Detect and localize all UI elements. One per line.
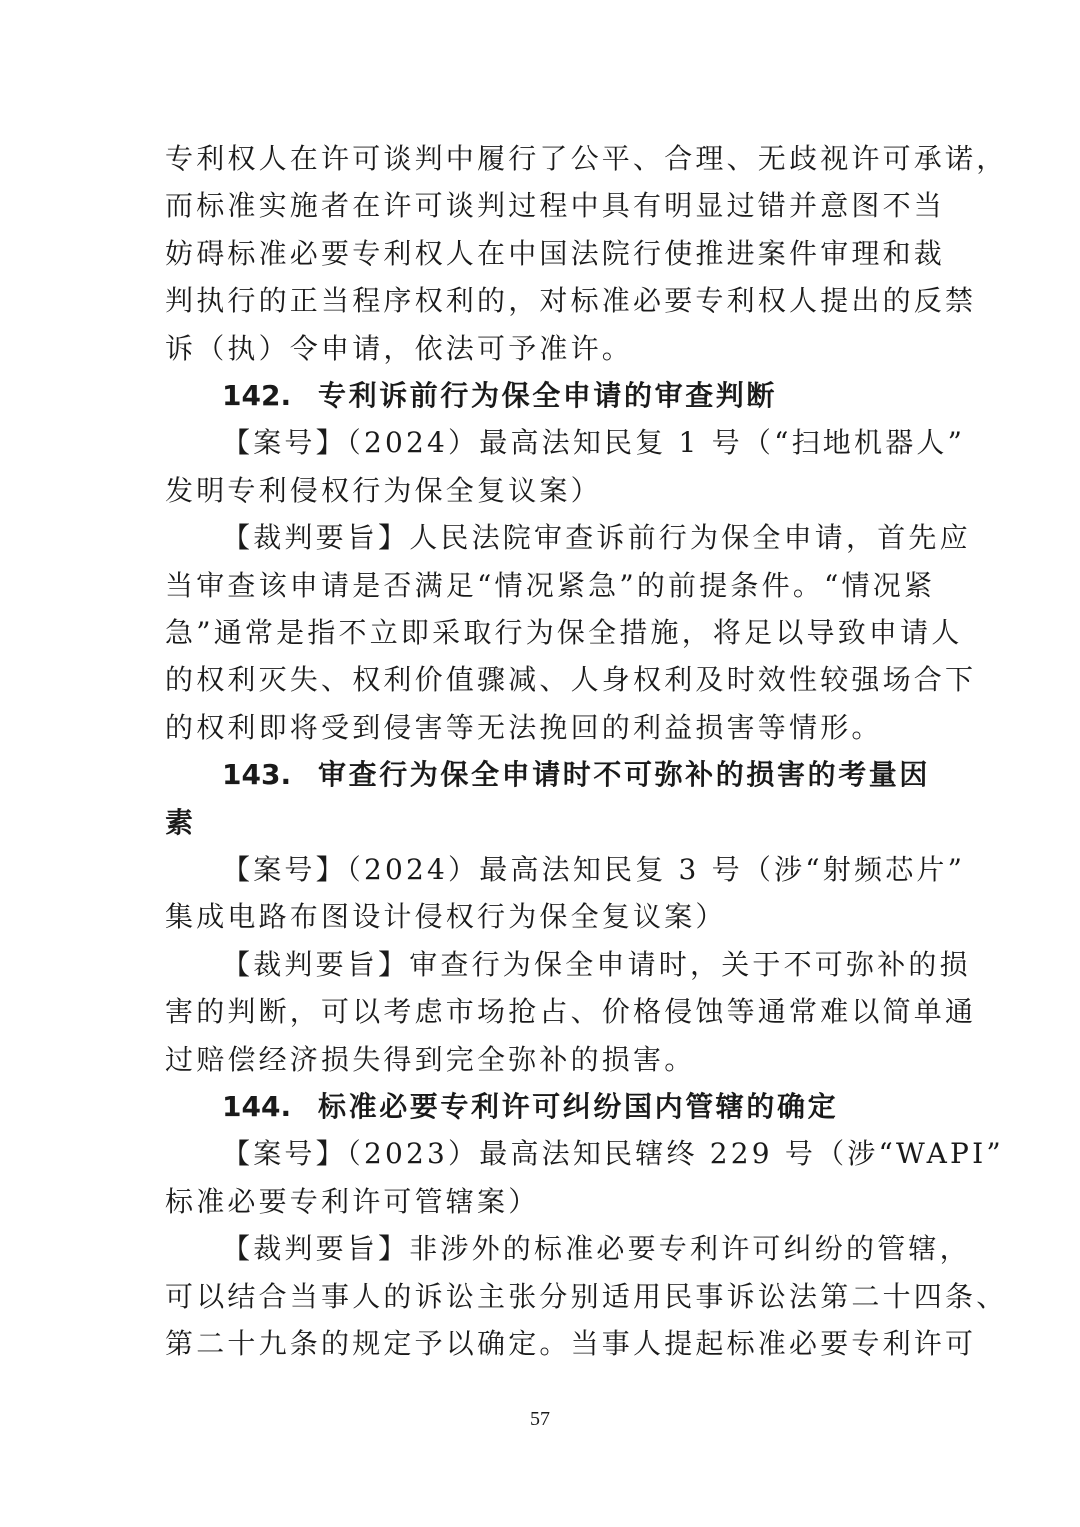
section-title: 标准必要专利许可纠纷国内管辖的确定 xyxy=(318,1090,839,1123)
section-title: 专利诉前行为保全申请的审查判断 xyxy=(318,379,778,412)
paragraph-line: 可以结合当事人的诉讼主张分别适用民事诉讼法第二十四条、 xyxy=(165,1279,1008,1313)
section-heading xyxy=(222,372,925,419)
paragraph-line: 发明专利侵权行为保全复议案） xyxy=(165,473,602,507)
paragraph-first-line: 【裁判要旨】审查行为保全申请时，关于不可弥补的损 xyxy=(222,947,971,981)
page-number: 57 xyxy=(530,1408,550,1430)
paragraph-first-line: 【案号】（2024）最高法知民复 3 号（涉“射频芯片” xyxy=(222,853,966,886)
section-heading xyxy=(222,1083,925,1130)
section-number: 144. xyxy=(222,1090,292,1123)
section-title: 审查行为保全申请时不可弥补的损害的考量因 xyxy=(318,758,931,792)
paragraph-line: 而标准实施者在许可谈判过程中具有明显过错并意图不当 xyxy=(165,189,946,223)
paragraph-first-line: 【案号】（2024）最高法知民复 1 号（“扫地机器人” xyxy=(222,426,966,460)
section-heading-continuation: 素 xyxy=(165,805,196,839)
paragraph-line: 判执行的正当程序权利的，对标准必要专利权人提出的反禁 xyxy=(165,284,977,318)
section-number: 142. xyxy=(222,379,292,412)
paragraph-line: 过赔偿经济损失得到完全弥补的损害。 xyxy=(165,1042,696,1076)
paragraph-line: 第二十九条的规定予以确定。当事人提起标准必要专利许可 xyxy=(165,1327,977,1360)
paragraph-first-line: 【裁判要旨】非涉外的标准必要专利许可纠纷的管辖， xyxy=(222,1232,971,1266)
paragraph-line: 急”通常是指不立即采取行为保全措施，将足以导致申请人 xyxy=(165,616,963,649)
paragraph-line: 专利权人在许可谈判中履行了公平、合理、无歧视许可承诺， xyxy=(165,142,1008,175)
paragraph-line: 标准必要专利许可管辖案） xyxy=(165,1184,540,1218)
paragraph-line: 的权利即将受到侵害等无法挽回的利益损害等情形。 xyxy=(165,710,883,744)
paragraph-line: 诉（执）令申请，依法可予准许。 xyxy=(165,331,634,365)
paragraph-first-line: 【案号】（2023）最高法知民辖终 229 号（涉“WAPI” xyxy=(222,1137,1004,1171)
paragraph-line: 的权利灭失、权利价值骤减、人身权利及时效性较强场合下 xyxy=(165,663,977,697)
paragraph-line: 集成电路布图设计侵权行为保全复议案） xyxy=(165,900,727,934)
paragraph-first-line: 【裁判要旨】人民法院审查诉前行为保全申请，首先应 xyxy=(222,521,971,555)
paragraph-line: 妨碍标准必要专利权人在中国法院行使推进案件审理和裁 xyxy=(165,236,946,270)
paragraph-line: 当审查该申请是否满足“情况紧急”的前提条件。“情况紧 xyxy=(165,568,936,602)
section-heading xyxy=(222,751,931,798)
section-number: 143. xyxy=(222,758,292,792)
paragraph-line: 害的判断，可以考虑市场抢占、价格侵蚀等通常难以简单通 xyxy=(165,995,977,1029)
